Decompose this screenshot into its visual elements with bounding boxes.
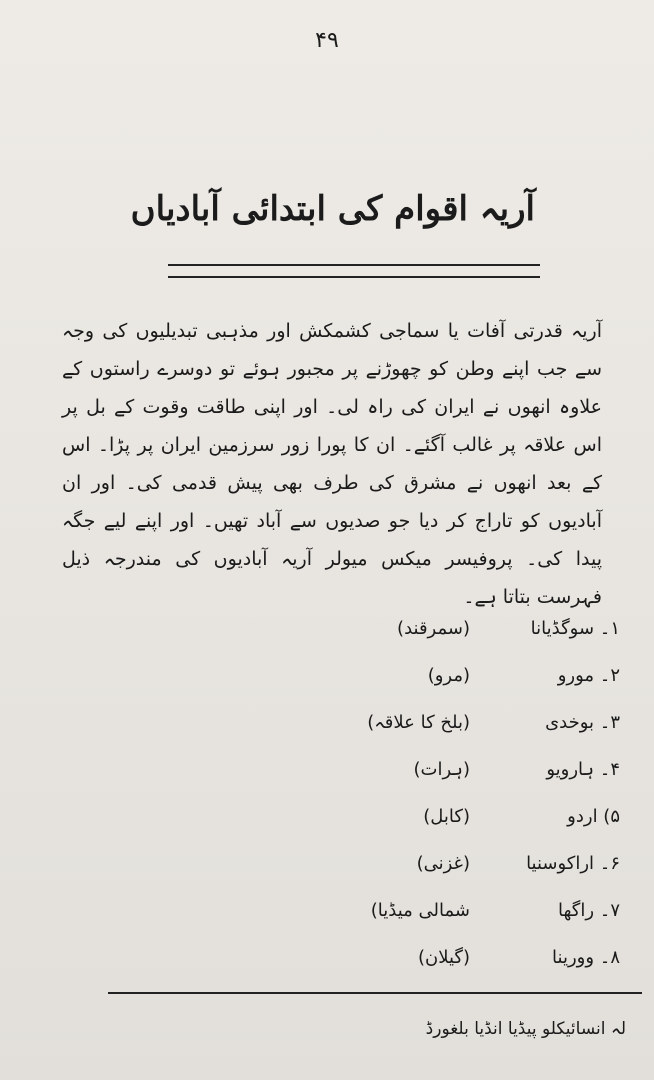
list-item-name: ۶۔ اراکوسنیا [526, 853, 620, 874]
footnote-divider [108, 992, 642, 994]
body-paragraph: آریہ قدرتی آفات یا سماجی کشمکش اور مذہبی تبدیلیوں کی وجہ سے جب اپنے وطن کو چھوڑنے پر مجبور ہوئے تو دوسرے راستوں کے علاوہ انھوں نے ایران کی راہ لی۔ اور اپنی طاقت وقوت کے بل پر اس علاقہ پر غالب آگئے۔ ان کا پورا زور سرزمین ایران پر پڑا۔ اس کے بعد انھوں نے مشرق کی طرف بھی پیش قدمی کی۔ اور ان آبادیوں کو تاراج کر دیا جو صدیوں سے آباد تھیں۔ اور اپنے لیے جگہ پیدا کی۔ پروفیسر میکس میولر آریہ آبادیوں کی مندرجہ ذیل فہرست بتاتا ہے۔ [62, 320, 602, 608]
list-item [160, 806, 620, 853]
footnote: لہ انسائیکلو پیڈیا انڈیا بلغورڈ [425, 1019, 626, 1039]
list-item-name: ۸۔ وورینا [552, 947, 620, 968]
list-item-name: ۵) اردو [567, 806, 620, 827]
chapter-title: آریہ اقوام کی ابتدائی آبادیاں [130, 189, 535, 229]
list-item [160, 712, 620, 759]
title-underline-second [168, 276, 540, 278]
list-item-place: (سمرقند) [397, 618, 470, 639]
page-number: ۴۹ [315, 28, 339, 53]
list-item-name: ۳۔ بوخدی [545, 712, 620, 733]
list-item-place: (مرو) [427, 665, 470, 686]
list-item-place: (بلخ کا علاقہ) [367, 712, 470, 733]
list-item [160, 900, 620, 947]
list-item [160, 759, 620, 806]
list-item-place: (کابل) [423, 806, 470, 827]
list-item-place: شمالی میڈیا) [370, 900, 470, 921]
list-item [160, 618, 620, 665]
title-underline [168, 264, 540, 266]
list-item [160, 853, 620, 900]
list-item [160, 947, 620, 994]
list-item [160, 665, 620, 712]
list-item-name: ۴۔ ہارویو [546, 759, 620, 780]
list-item-name: ۲۔ مورو [557, 665, 620, 686]
list-item-place: (گیلان) [417, 947, 470, 968]
list-item-place: (غزنی) [416, 853, 470, 874]
list-item-place: (ہرات) [413, 759, 470, 780]
settlement-list [160, 618, 620, 994]
list-item-name: ۱۔ سوگڈیانا [530, 618, 620, 639]
list-item-name: ۷۔ راگھا [558, 900, 620, 921]
